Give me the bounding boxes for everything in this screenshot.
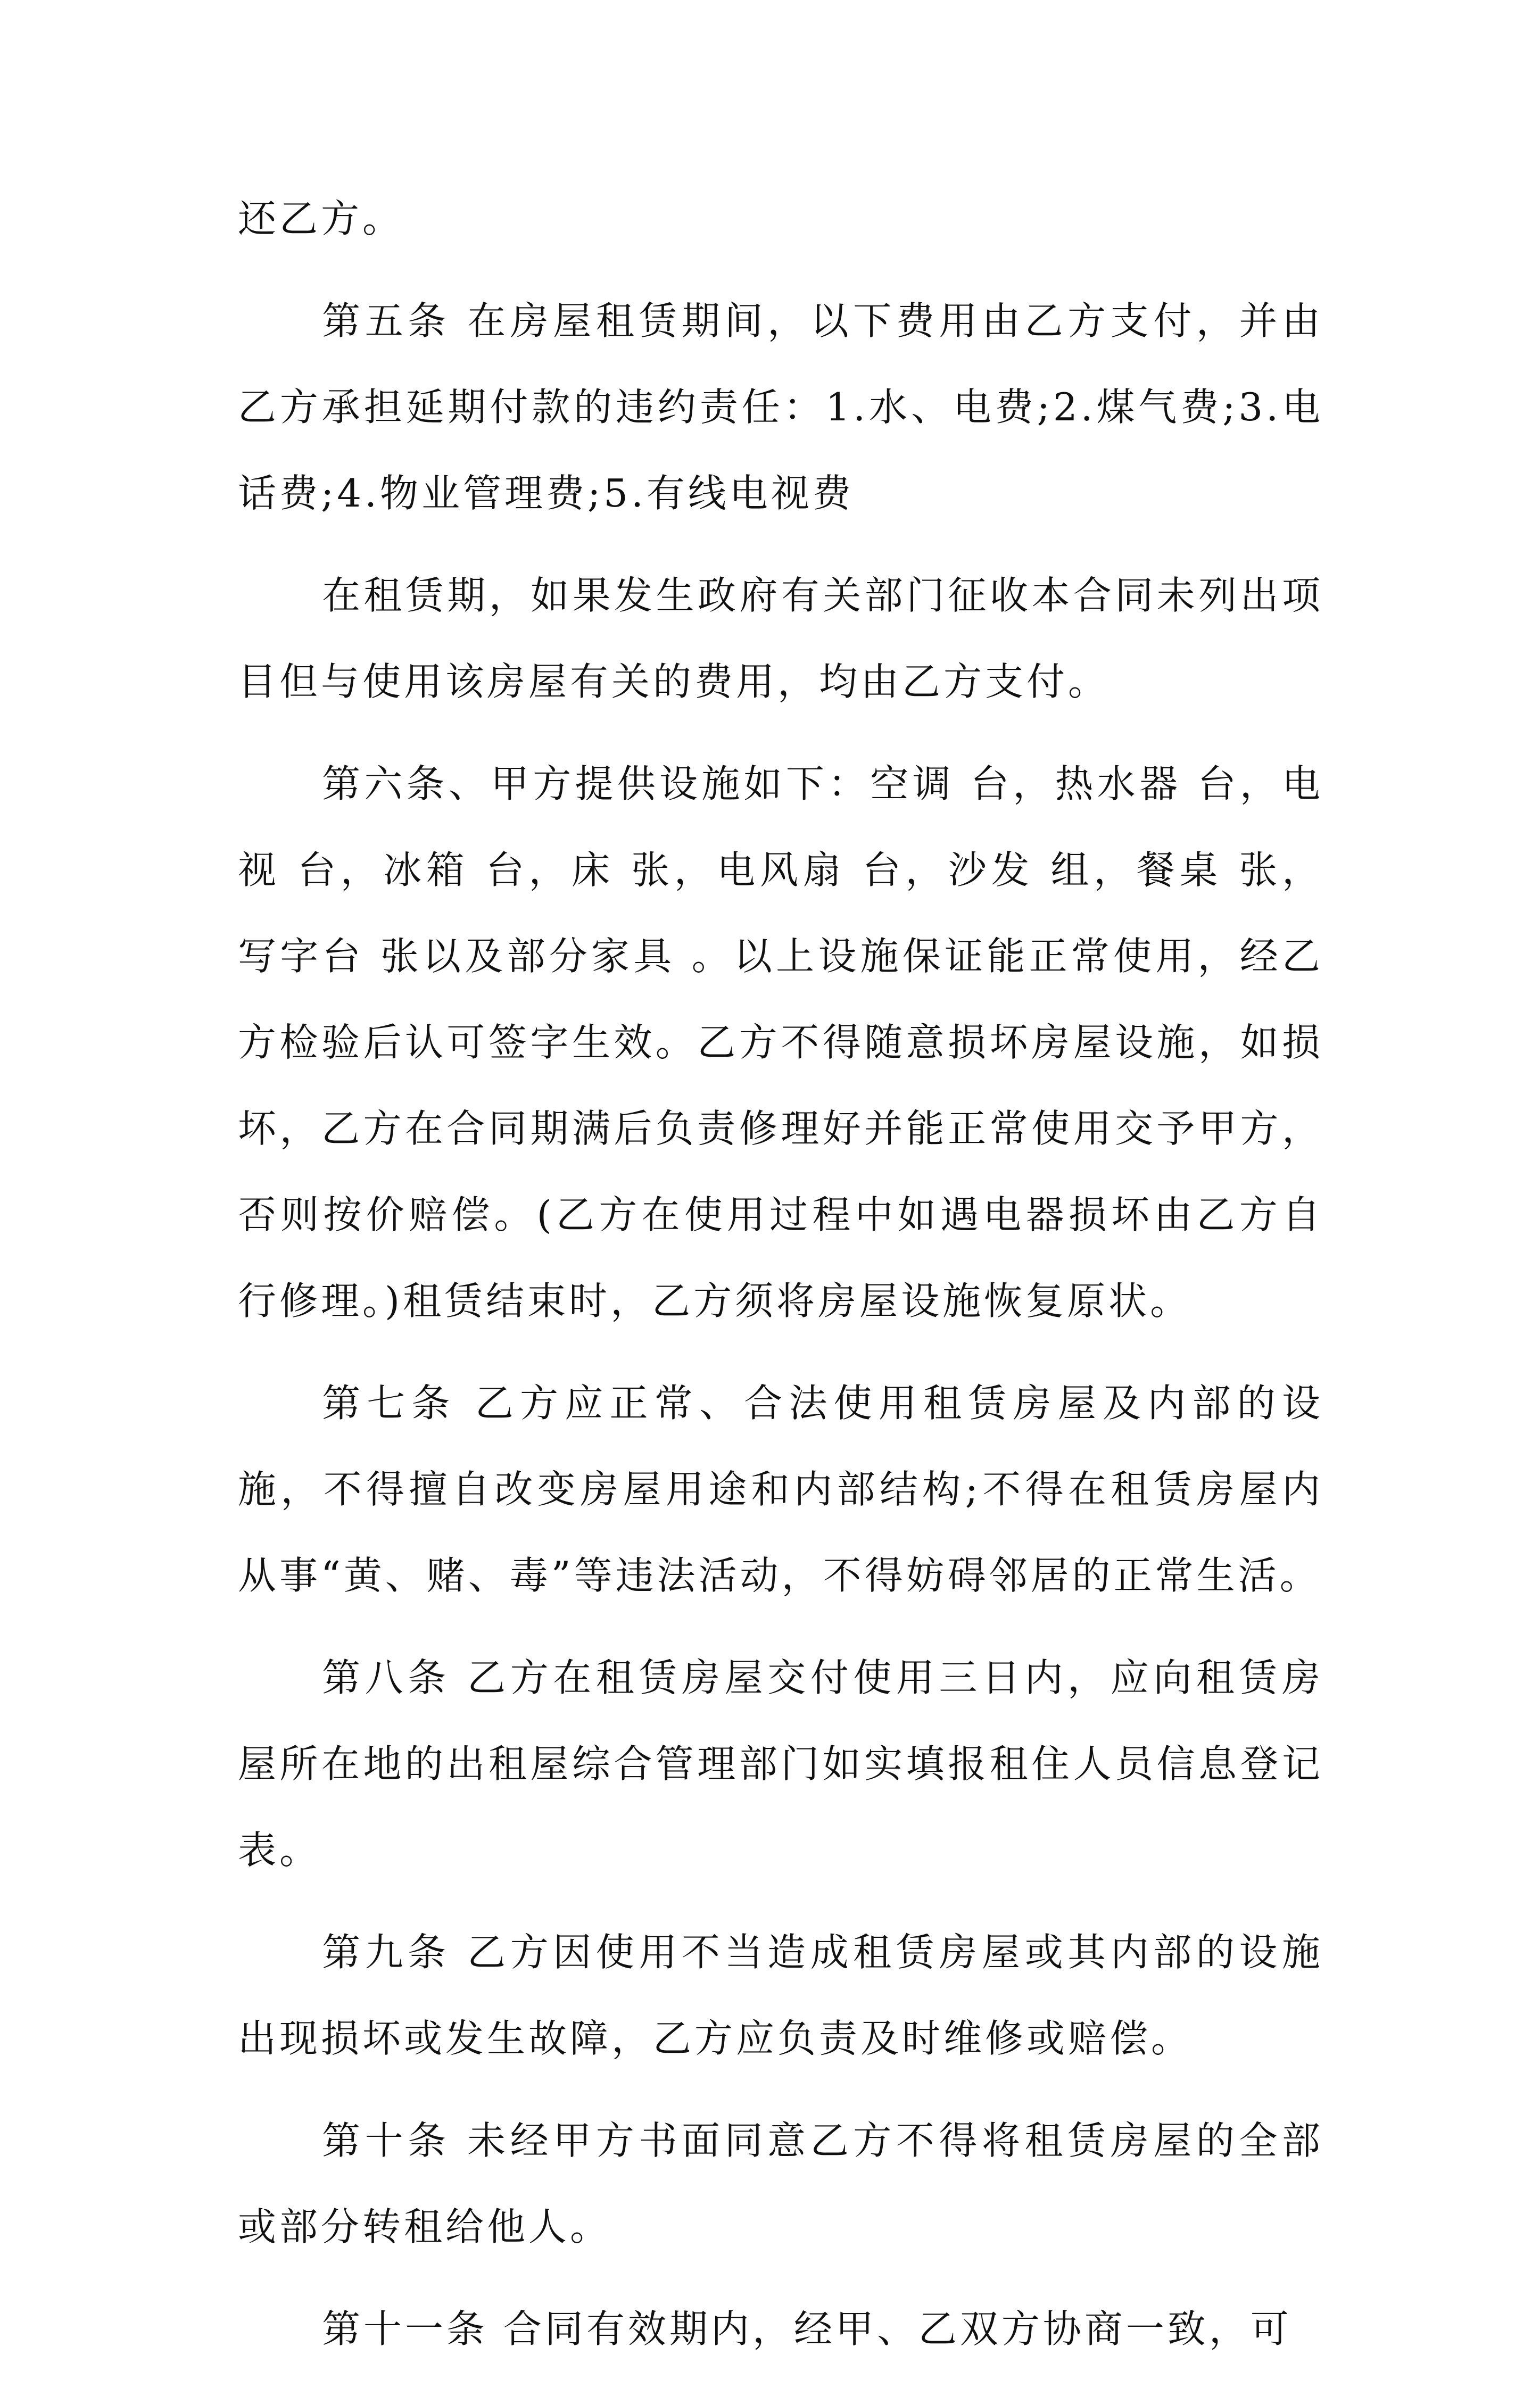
paragraph-article-8: 第八条 乙方在租赁房屋交付使用三日内，应向租赁房屋所在地的出租屋综合管理部门如实填报租住人员信息登记表。 — [238, 1655, 1323, 1872]
paragraph-article-5: 第五条 在房屋租赁期间，以下费用由乙方支付，并由乙方承担延期付款的违约责任：1.水、电费;2.煤气费;3.电话费;4.物业管理费;5.有线电视费 — [238, 298, 1323, 516]
paragraph-article-7: 第七条 乙方应正常、合法使用租赁房屋及内部的设施，不得擅自改变房屋用途和内部结构;不得在租赁房屋内从事“黄、赌、毒”等违法活动，不得妨碍邻居的正常生活。 — [238, 1381, 1323, 1598]
paragraph-article-10: 第十条 未经甲方书面同意乙方不得将租赁房屋的全部或部分转租给他人。 — [238, 2118, 1323, 2249]
document-body — [238, 176, 1323, 2388]
paragraph-article-11: 第十一条 合同有效期内，经甲、乙双方协商一致，可 — [322, 2307, 1292, 2351]
paragraph-article-9: 第九条 乙方因使用不当造成租赁房屋或其内部的设施出现损坏或发生故障，乙方应负责及时维修或赔偿。 — [238, 1930, 1323, 2061]
paragraph-government-fees: 在租赁期，如果发生政府有关部门征收本合同未列出项目但与使用该房屋有关的费用，均由乙方支付。 — [238, 573, 1323, 704]
paragraph-article-6: 第六条、甲方提供设施如下：空调 台，热水器 台，电视 台，冰箱 台，床 张，电风扇 台，沙发 组，餐桌 张，写字台 张以及部分家具 。以上设施保证能正常使用，经乙方检验后认可签字生效。乙方不得随意损坏房屋设施，如损坏，乙方在合同期满后负责修理好并能正常使用交予甲方，否则按价赔偿。(乙方在使用过程中如遇电器损坏由乙方自行修理。)租赁结束时，乙方须将房屋设施恢复原状。 — [238, 761, 1323, 1323]
paragraph-1: 还乙方。 — [238, 196, 404, 241]
